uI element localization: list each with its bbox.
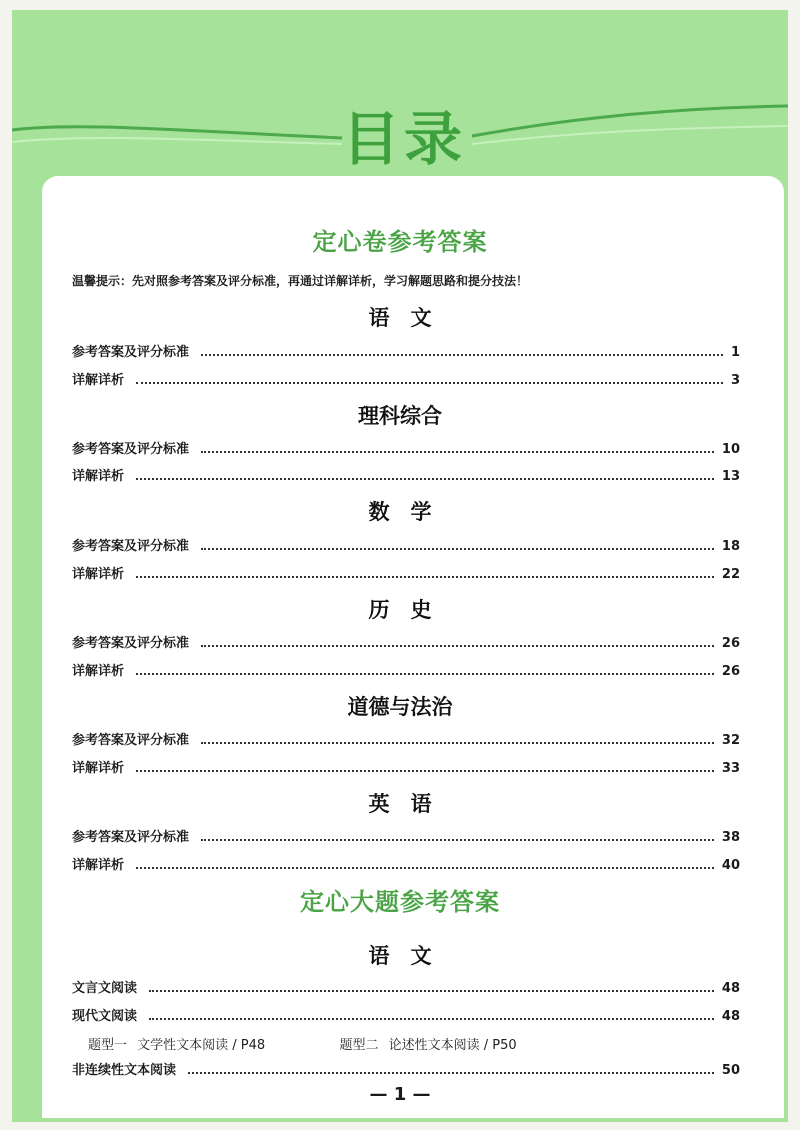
toc-row-page: 32 bbox=[721, 733, 740, 748]
subject-heading: 语 文 bbox=[368, 944, 432, 968]
toc-row-page: 48 bbox=[721, 1009, 740, 1024]
toc-row-label: 文言文阅读 bbox=[72, 981, 138, 996]
toc-row[interactable] bbox=[72, 437, 740, 457]
subtype-1-label: 题型一 bbox=[88, 1038, 128, 1053]
toc-row-label: 参考答案及评分标准 bbox=[72, 442, 190, 457]
toc-row[interactable] bbox=[72, 756, 740, 776]
toc-row[interactable] bbox=[72, 853, 740, 873]
tip-text: 温馨提示：先对照参考答案及评分标准，再通过详解详析，学习解题思路和提分技法！ bbox=[72, 274, 529, 288]
leader-dots bbox=[201, 645, 714, 647]
subject-heading: 英 语 bbox=[368, 792, 432, 816]
toc-row-page: 48 bbox=[721, 981, 740, 996]
leader-dots bbox=[136, 478, 714, 480]
subtype-2-text[interactable]: 论述性文本阅读 / P50 bbox=[388, 1038, 517, 1053]
section-title-dingxindati: 定心大题参考答案 bbox=[300, 888, 500, 916]
toc-row[interactable] bbox=[72, 825, 740, 845]
leader-dots bbox=[136, 673, 714, 675]
toc-row-label: 详解详析 bbox=[72, 373, 125, 388]
toc-row[interactable] bbox=[72, 562, 740, 582]
toc-row-label: 参考答案及评分标准 bbox=[72, 539, 190, 554]
toc-row-page: 26 bbox=[721, 636, 740, 651]
subject-heading: 数 学 bbox=[368, 500, 432, 524]
toc-row[interactable] bbox=[72, 1004, 740, 1024]
leader-dots bbox=[201, 548, 714, 550]
toc-row-page: 10 bbox=[721, 442, 740, 457]
leader-dots bbox=[136, 867, 714, 869]
toc-row-label: 详解详析 bbox=[72, 469, 125, 484]
toc-row-page: 18 bbox=[721, 539, 740, 554]
subject-heading: 道德与法治 bbox=[347, 695, 453, 719]
toc-row-page: 26 bbox=[721, 664, 740, 679]
leader-dots bbox=[136, 576, 714, 578]
toc-row-page: 40 bbox=[721, 858, 740, 873]
header-swoosh-left bbox=[12, 127, 342, 138]
toc-row-page: 13 bbox=[721, 469, 740, 484]
toc-row-label: 详解详析 bbox=[72, 664, 125, 679]
toc-row[interactable] bbox=[72, 368, 740, 388]
leader-dots bbox=[136, 770, 714, 772]
page-number: — 1 — bbox=[369, 1084, 431, 1105]
subtype-1-text[interactable]: 文学性文本阅读 / P48 bbox=[137, 1038, 266, 1053]
leader-dots bbox=[201, 451, 714, 453]
toc-row-page: 38 bbox=[721, 830, 740, 845]
subject-heading: 理科综合 bbox=[358, 404, 442, 428]
toc-row-label: 详解详析 bbox=[72, 567, 125, 582]
toc-row-label: 参考答案及评分标准 bbox=[72, 636, 190, 651]
toc-row-page: 33 bbox=[721, 761, 740, 776]
leader-dots bbox=[149, 990, 714, 992]
leader-dots bbox=[201, 839, 714, 841]
toc-row-label: 详解详析 bbox=[72, 858, 125, 873]
toc-row[interactable] bbox=[72, 659, 740, 679]
subtype-2-label: 题型二 bbox=[339, 1038, 379, 1053]
toc-row[interactable] bbox=[72, 631, 740, 651]
leader-dots bbox=[188, 1072, 714, 1074]
toc-row-label: 参考答案及评分标准 bbox=[72, 830, 190, 845]
toc-row[interactable] bbox=[72, 1058, 740, 1078]
toc-row-label: 现代文阅读 bbox=[72, 1009, 138, 1024]
header-swoosh-left-thin bbox=[12, 138, 342, 144]
section-title-dingxinjuan: 定心卷参考答案 bbox=[312, 228, 488, 256]
toc-row-page: 1 bbox=[730, 345, 740, 360]
toc-row[interactable] bbox=[72, 976, 740, 996]
subject-heading: 历 史 bbox=[368, 598, 432, 622]
subtype-line bbox=[88, 1034, 523, 1053]
toc-row[interactable] bbox=[72, 464, 740, 484]
toc-row-page: 3 bbox=[730, 373, 740, 388]
page-title: 目录 bbox=[342, 105, 467, 173]
toc-row-label: 详解详析 bbox=[72, 761, 125, 776]
subject-heading: 语 文 bbox=[368, 306, 432, 330]
toc-row-page: 50 bbox=[721, 1063, 740, 1078]
toc-row[interactable] bbox=[72, 534, 740, 554]
toc-row[interactable] bbox=[72, 728, 740, 748]
leader-dots bbox=[201, 742, 714, 744]
toc-row-label: 非连续性文本阅读 bbox=[72, 1063, 177, 1078]
leader-dots bbox=[149, 1018, 714, 1020]
toc-row-page: 22 bbox=[721, 567, 740, 582]
toc-row-label: 参考答案及评分标准 bbox=[72, 733, 190, 748]
toc-row[interactable] bbox=[72, 340, 740, 360]
leader-dots bbox=[201, 354, 723, 356]
toc-row-label: 参考答案及评分标准 bbox=[72, 345, 190, 360]
leader-dots bbox=[136, 382, 723, 384]
